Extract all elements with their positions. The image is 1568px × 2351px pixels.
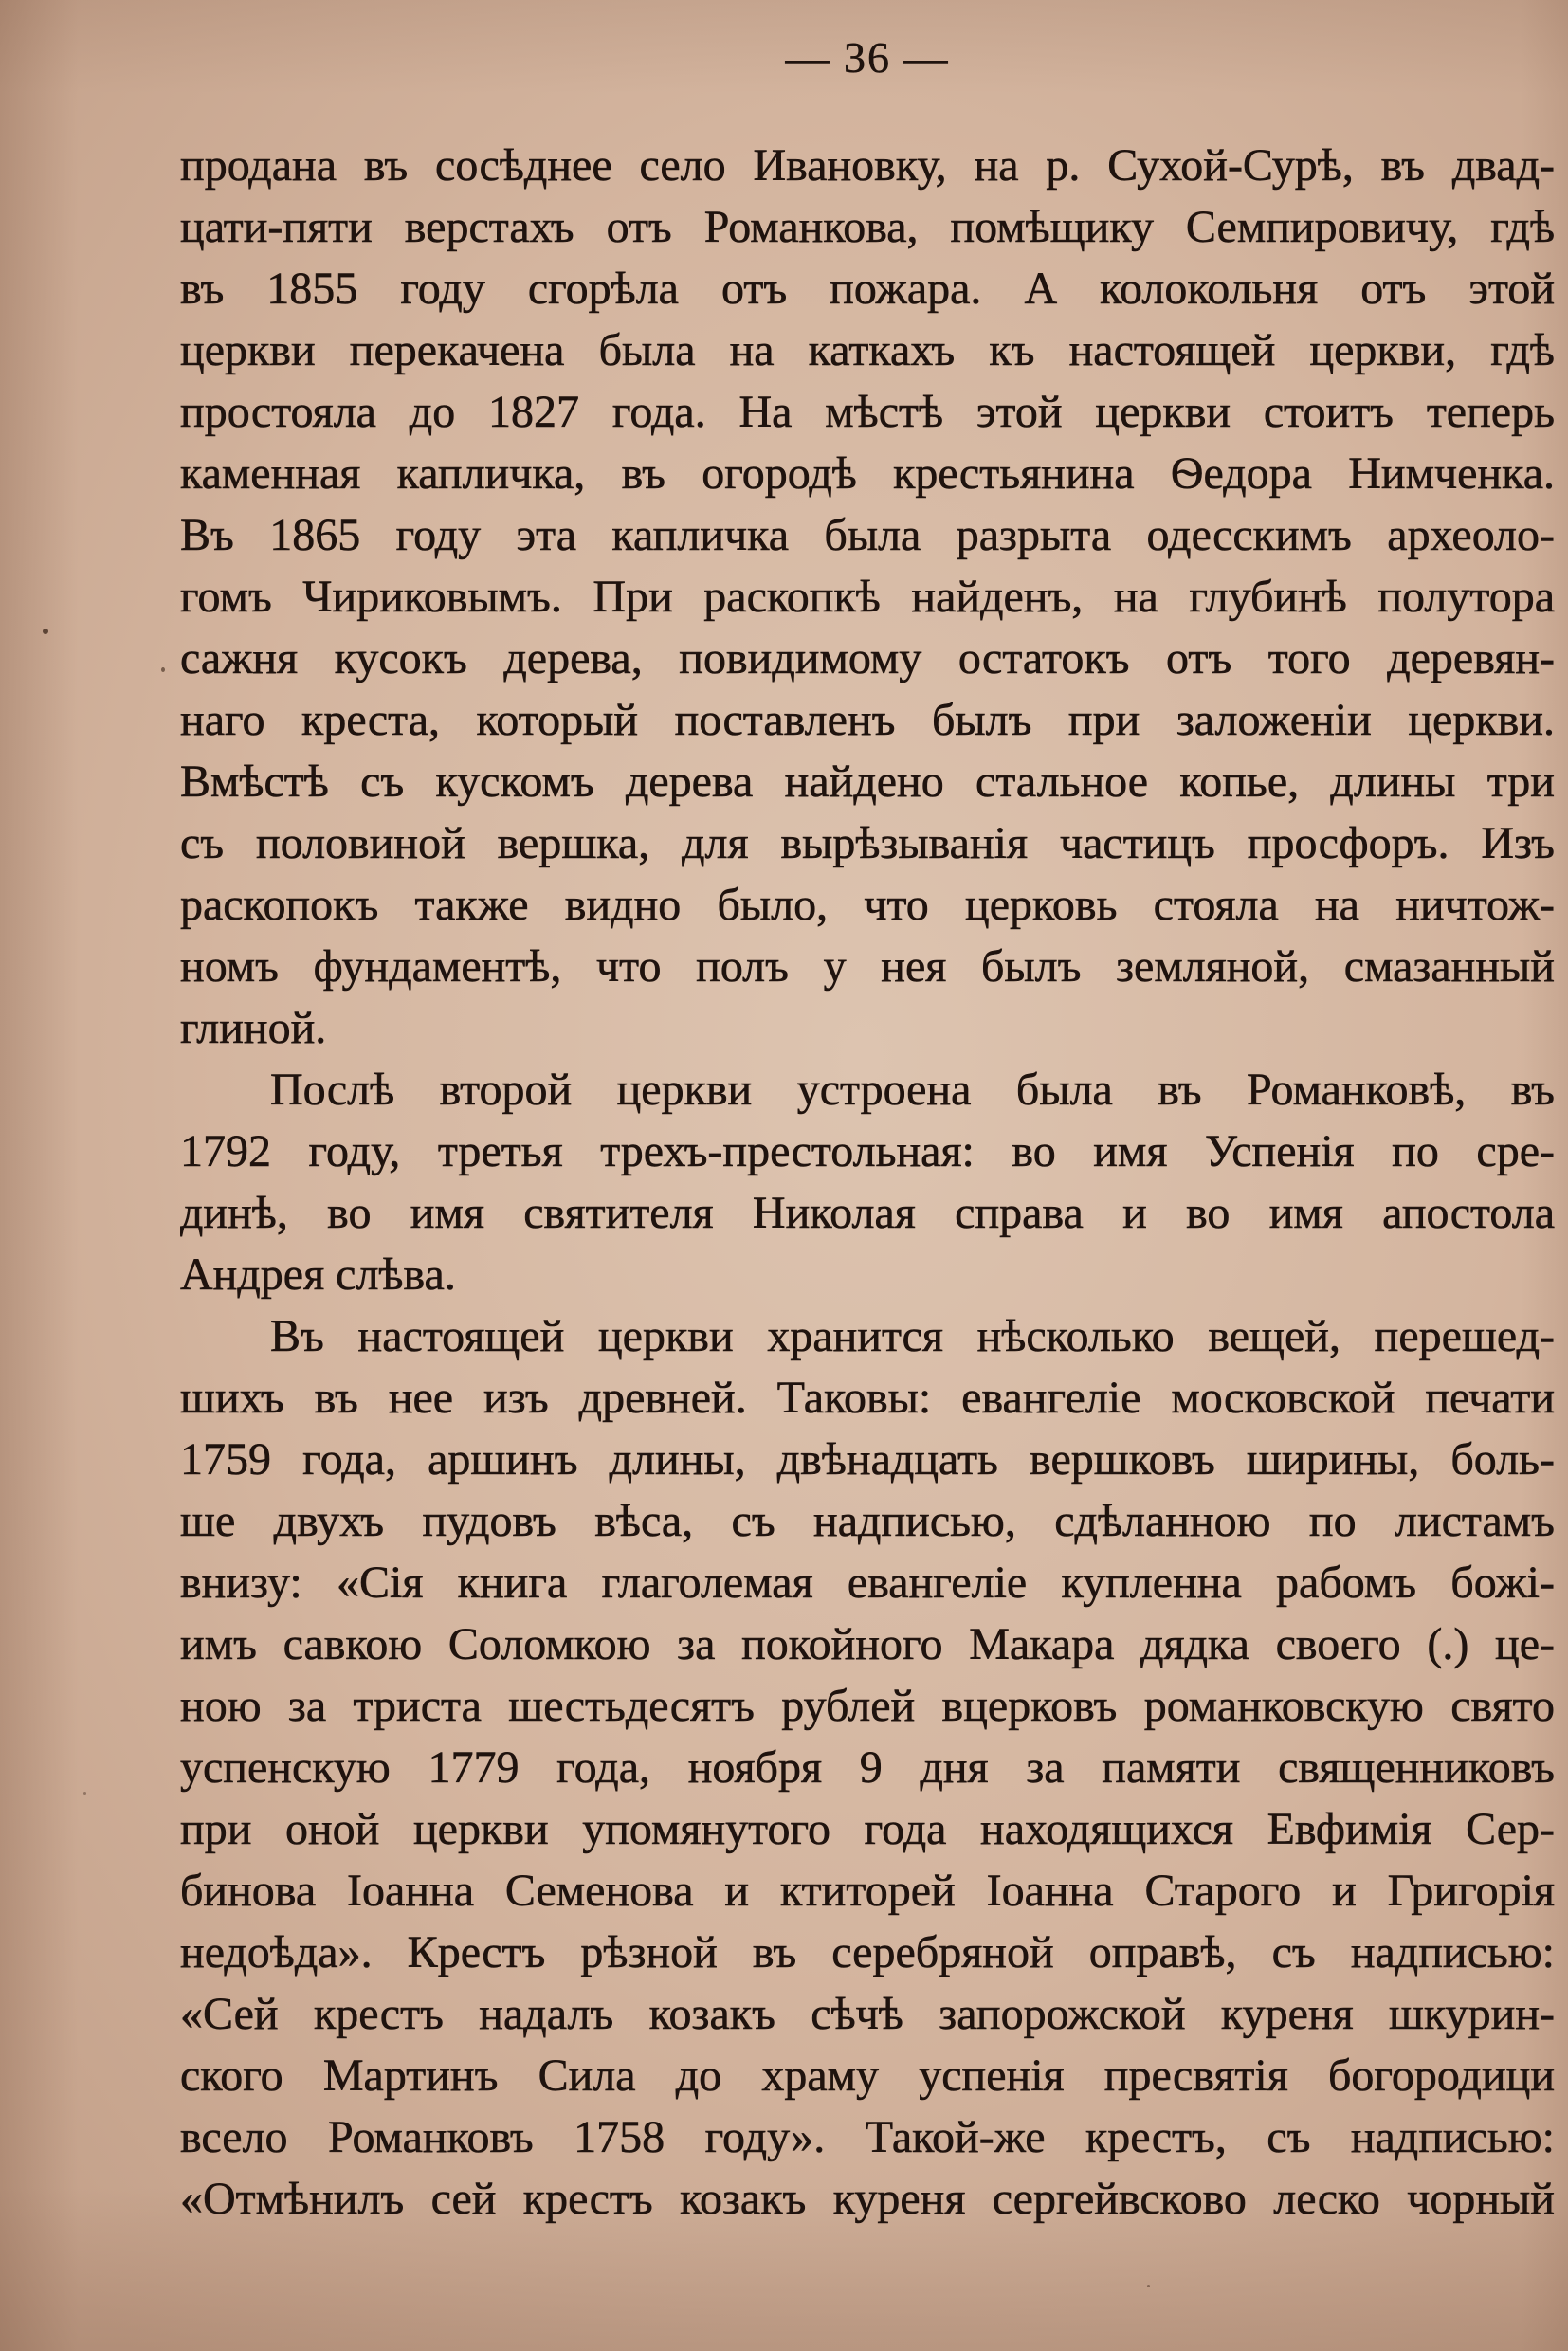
paragraph <box>180 1059 1555 1305</box>
text-line: въ 1855 году сгорѣла отъ пожара. А колокольня отъ этой <box>180 264 1555 314</box>
text-line: недоѣда». Крестъ рѣзной въ серебряной оправѣ, съ надписью: <box>180 1927 1555 1977</box>
text-line: внизу: «Сія книга глаголемая евангеліе купленна рабомъ божі- <box>180 1558 1555 1608</box>
text-line: раскопокъ также видно было, что церковь стояла на ничтож- <box>180 880 1555 930</box>
text-line: «Отмѣнилъ сей крестъ козакъ куреня сергейвсково леско чорный <box>180 2174 1555 2224</box>
paragraph <box>180 135 1555 1059</box>
scan-speck <box>161 667 165 672</box>
page-number: — 36 — <box>785 33 950 82</box>
text-line: динѣ, во имя святителя Николая справа и во имя апостола <box>180 1188 1555 1238</box>
text-line: Вмѣстѣ съ кускомъ дерева найдено стальное копье, длины три <box>180 756 1555 807</box>
text-line: Послѣ второй церкви устроена была въ Романковѣ, въ <box>270 1065 1555 1115</box>
text-line: глиной. <box>180 1003 327 1053</box>
text-line: ше двухъ пудовъ вѣса, съ надписью, сдѣланною по листамъ <box>180 1496 1555 1546</box>
text-line: ною за триста шестьдесятъ рублей вцерковъ романковскую свято <box>180 1681 1555 1731</box>
text-line: съ половиной вершка, для вырѣзыванія частицъ просфоръ. Изъ <box>180 818 1555 868</box>
text-line: 1792 году, третья трехъ-престольная: во имя Успенія по сре- <box>180 1126 1555 1176</box>
text-line: простояла до 1827 года. На мѣстѣ этой церкви стоитъ теперь <box>180 387 1555 437</box>
text-line: цати-пяти верстахъ отъ Романкова, помѣщику Семпировичу, гдѣ <box>180 202 1555 252</box>
text-line: продана въ сосѣднее село Ивановку, на р. Сухой-Сурѣ, въ двад- <box>180 140 1555 191</box>
text-line: при оной церкви упомянутого года находящихся Евфимія Сер- <box>180 1804 1555 1854</box>
text-line: всело Романковъ 1758 году». Такой-же крестъ, съ надписью: <box>180 2112 1555 2162</box>
text-line: номъ фундаментѣ, что полъ у нея былъ земляной, смазанный <box>180 941 1555 992</box>
paragraph <box>180 1305 1555 2230</box>
scan-speck <box>43 629 48 634</box>
scan-speck <box>83 1792 86 1795</box>
text-line: успенскую 1779 года, ноября 9 дня за памяти священниковъ <box>180 1742 1555 1793</box>
text-line: «Сей крестъ надалъ козакъ сѣчѣ запорожской куреня шкурин- <box>180 1989 1555 2039</box>
text-line: имъ савкою Соломкою за покойного Макара дядка своего (.) це- <box>180 1619 1555 1669</box>
text-line: шихъ въ нее изъ древней. Таковы: евангеліе московской печати <box>180 1373 1555 1423</box>
scan-speck <box>1147 2285 1150 2287</box>
text-line: бинова Іоанна Семенова и ктиторей Іоанна Старого и Григорія <box>180 1866 1555 1916</box>
text-line: ского Мартинъ Сила до храму успенія пресвятія богородици <box>180 2050 1555 2101</box>
text-line: Андрея слѣва. <box>180 1249 456 1300</box>
text-line: 1759 года, аршинъ длины, двѣнадцать вершковъ ширины, боль- <box>180 1434 1555 1485</box>
text-line: наго креста, который поставленъ былъ при заложеніи церкви. <box>180 695 1555 745</box>
text-line: каменная капличка, въ огородѣ крестьянина Ѳедора Нимченка. <box>180 448 1555 499</box>
text-line: сажня кусокъ дерева, повидимому остатокъ отъ того деревян- <box>180 633 1555 683</box>
text-line: Въ настоящей церкви хранится нѣсколько вещей, перешед- <box>270 1311 1555 1361</box>
text-line: церкви перекачена была на каткахъ къ настоящей церкви, гдѣ <box>180 325 1555 375</box>
body-text <box>180 135 1555 2230</box>
text-line: Въ 1865 году эта капличка была разрыта одесскимъ археоло- <box>180 510 1555 560</box>
text-line: гомъ Чириковымъ. При раскопкѣ найденъ, на глубинѣ полутора <box>180 572 1555 622</box>
